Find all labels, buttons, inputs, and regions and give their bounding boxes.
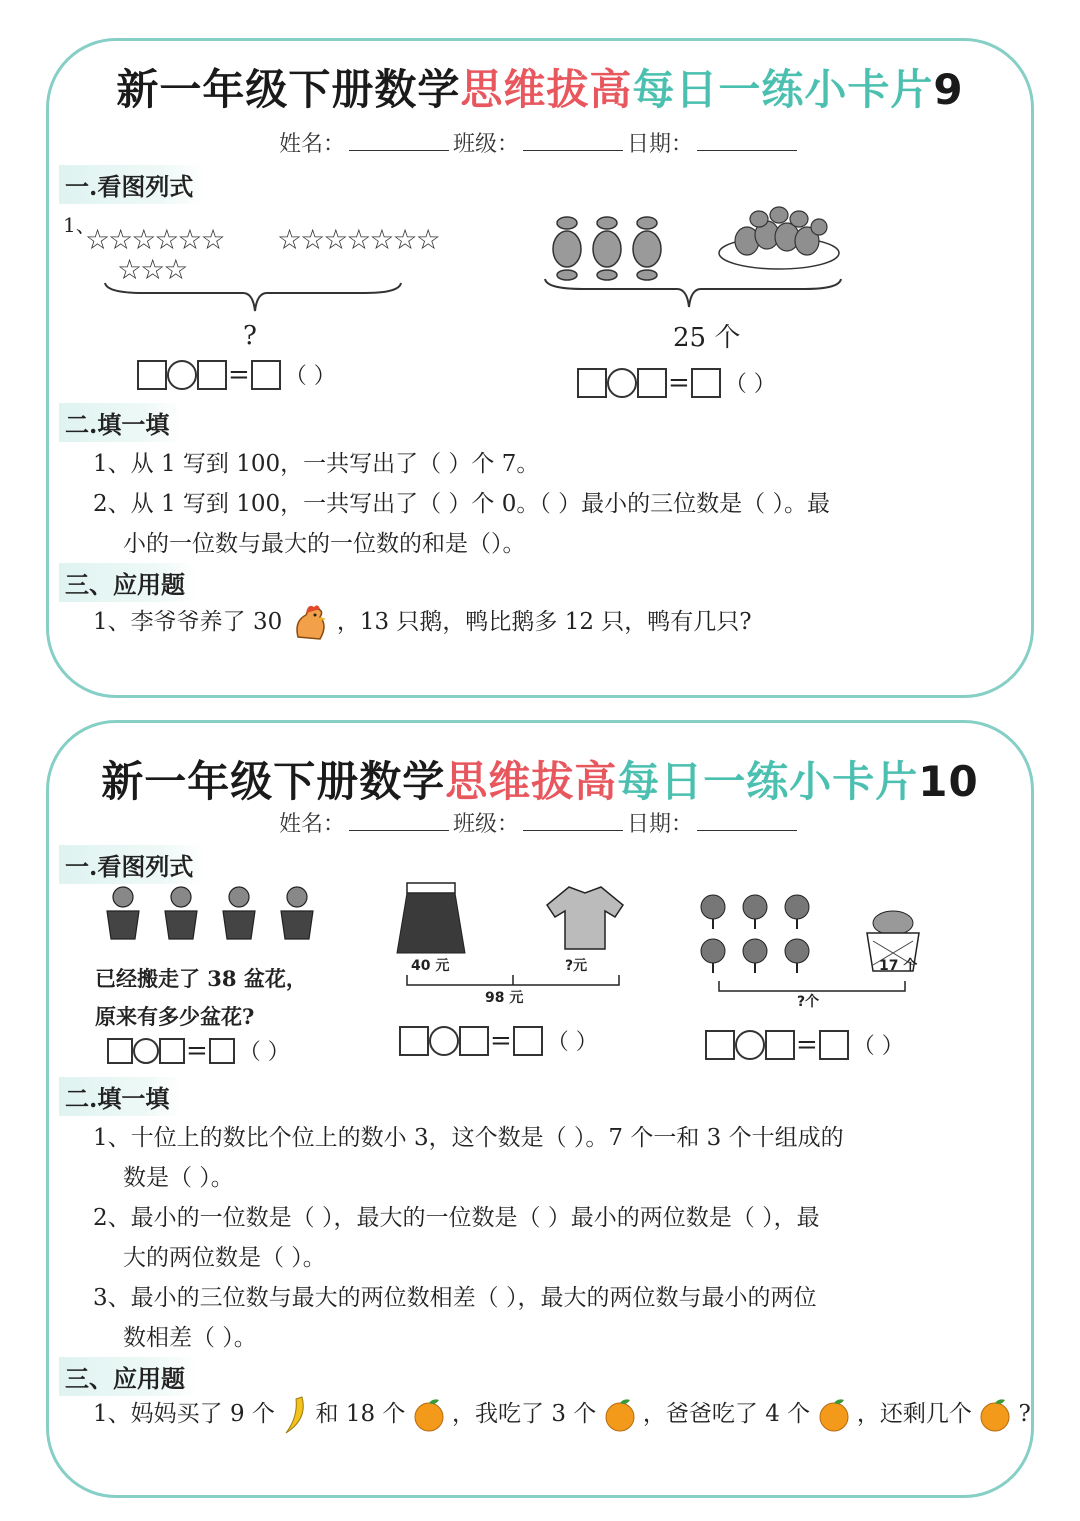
section-title-2: 二.填一填: [59, 1077, 181, 1116]
fill-line-2: 2、最小的一位数是（ ），最大的一位数是（ ）最小的两位数是（ ），最: [93, 1205, 820, 1231]
name-blank[interactable]: [349, 132, 449, 151]
fill-line-1-cont: 数是（ ）。: [123, 1165, 234, 1191]
word-problem-1: [93, 601, 752, 645]
fruit-icons: [697, 891, 823, 981]
stars-group-1a: ☆☆☆☆☆☆: [85, 223, 224, 256]
title-black: 新一年级下册数学: [101, 757, 446, 806]
section-title-1: 一.看图列式: [59, 165, 205, 204]
basket-count: 17 个: [879, 958, 918, 974]
answer-box[interactable]: [137, 360, 167, 390]
problem-index: 1、: [63, 213, 96, 237]
answer-box[interactable]: [691, 368, 721, 398]
section-title-3: 三、应用题: [59, 1357, 197, 1396]
answer-box[interactable]: [197, 360, 227, 390]
operator-circle[interactable]: [133, 1038, 159, 1064]
answer-box[interactable]: [399, 1026, 429, 1056]
section-title-1: 一.看图列式: [59, 845, 205, 884]
pots-text-2: 原来有多少盆花?: [95, 1004, 255, 1029]
fill-line-2: 2、从 1 写到 100，一共写出了（ ）个 0。（ ）最小的三位数是（ ）。最: [93, 491, 830, 517]
stars-group-1b: ☆☆☆: [117, 253, 187, 286]
word-problem-text-c: ，我吃了 3 个: [452, 1401, 597, 1427]
unit-paren[interactable]: （ ）: [546, 1030, 598, 1055]
word-problem-text-e: ，还剩几个: [856, 1401, 972, 1427]
worksheet-card-10: [46, 720, 1034, 1498]
word-problem-text-a: 1、妈妈买了 9 个: [93, 1401, 275, 1427]
orange-icon: [413, 1398, 445, 1432]
unit-paren[interactable]: （ ）: [238, 1040, 290, 1065]
worksheet-card-9: [46, 38, 1034, 698]
unit-paren[interactable]: （ ）: [284, 364, 336, 389]
shirt-price: ?元: [565, 958, 588, 974]
answer-box[interactable]: [251, 360, 281, 390]
skirt-icon: [393, 881, 469, 957]
pots-text-1: 已经搬走了 38 盆花，: [95, 966, 307, 991]
equation-3: = （ ）: [705, 1029, 904, 1060]
title-teal: 每日一练小卡片: [632, 65, 934, 114]
fill-line-2-cont: 大的两位数是（ ）。: [123, 1245, 326, 1271]
section-title-2: 二.填一填: [59, 403, 181, 442]
orange-icon: [979, 1398, 1011, 1432]
fill-line-2-cont: 小的一位数与最大的一位数的和是（）。: [123, 531, 526, 557]
candy-group-icon: [545, 211, 675, 281]
word-problem-text-f: ?: [1018, 1401, 1031, 1427]
title-number: 10: [918, 757, 979, 806]
total-count: ?个: [797, 994, 820, 1010]
word-problem-1: [93, 1395, 1031, 1435]
title-teal: 每日一练小卡片: [617, 757, 919, 806]
brace-right: [543, 277, 843, 311]
shirt-icon: [539, 883, 631, 953]
date-blank[interactable]: [697, 812, 797, 831]
class-blank[interactable]: [523, 132, 623, 151]
answer-box[interactable]: [159, 1038, 185, 1064]
total-price: 98 元: [485, 990, 524, 1006]
card-title: [49, 749, 1031, 809]
answer-box[interactable]: [513, 1026, 543, 1056]
class-label: 班级：: [452, 132, 519, 157]
orange-icon: [818, 1398, 850, 1432]
word-problem-text-b: 和 18 个: [315, 1401, 406, 1427]
stars-group-2: ☆☆☆☆☆☆☆: [277, 223, 439, 256]
candy-plate-icon: [715, 203, 843, 273]
section-title-3: 三、应用题: [59, 563, 197, 602]
word-problem-text-a: 1、李爷爷养了 30: [93, 609, 283, 635]
flower-pots-icon: [99, 883, 329, 943]
title-red: 思维拔高: [460, 65, 633, 114]
total-label: 25 个: [673, 323, 741, 353]
card-title: [49, 57, 1031, 117]
date-label: 日期：: [627, 812, 694, 837]
brace-left: [103, 281, 403, 315]
unit-paren[interactable]: （ ）: [724, 372, 776, 397]
date-label: 日期：: [627, 132, 694, 157]
equation-1: = （ ）: [107, 1035, 290, 1066]
rooster-icon: [290, 601, 330, 645]
answer-box[interactable]: [209, 1038, 235, 1064]
question-mark: ?: [243, 321, 257, 351]
name-label: 姓名：: [278, 132, 345, 157]
fill-line-1: 1、十位上的数比个位上的数小 3，这个数是（ ）。7 个一和 3 个十组成的: [93, 1125, 844, 1151]
class-blank[interactable]: [523, 812, 623, 831]
title-number: 9: [933, 65, 964, 114]
word-problem-text-d: ，爸爸吃了 4 个: [642, 1401, 811, 1427]
class-label: 班级：: [452, 812, 519, 837]
name-blank[interactable]: [349, 812, 449, 831]
fill-line-3-cont: 数相差（ ）。: [123, 1325, 257, 1351]
title-black: 新一年级下册数学: [116, 65, 461, 114]
operator-circle[interactable]: [167, 360, 197, 390]
date-blank[interactable]: [697, 132, 797, 151]
answer-box[interactable]: [107, 1038, 133, 1064]
equation-2: = （ ）: [399, 1025, 598, 1056]
operator-circle[interactable]: [429, 1026, 459, 1056]
name-label: 姓名：: [278, 812, 345, 837]
answer-box[interactable]: [637, 368, 667, 398]
answer-box[interactable]: [819, 1030, 849, 1060]
equation-2: = （ ）: [577, 367, 776, 398]
fill-line-3: 3、最小的三位数与最大的两位数相差（ ），最大的两位数与最小的两位: [93, 1285, 817, 1311]
answer-box[interactable]: [765, 1030, 795, 1060]
answer-box[interactable]: [459, 1026, 489, 1056]
answer-box[interactable]: [705, 1030, 735, 1060]
word-problem-text-b: ，13 只鹅，鸭比鹅多 12 只，鸭有几只?: [336, 609, 752, 635]
equation-1: = （ ）: [137, 359, 336, 390]
operator-circle[interactable]: [735, 1030, 765, 1060]
title-red: 思维拔高: [445, 757, 618, 806]
fill-line-1: 1、从 1 写到 100，一共写出了（ ）个 7。: [93, 451, 540, 477]
student-info: [49, 127, 1031, 158]
banana-icon: [282, 1395, 308, 1435]
unit-paren[interactable]: （ ）: [852, 1034, 904, 1059]
answer-box[interactable]: [577, 368, 607, 398]
skirt-price: 40 元: [411, 958, 450, 974]
operator-circle[interactable]: [607, 368, 637, 398]
orange-icon: [604, 1398, 636, 1432]
student-info: [49, 807, 1031, 838]
